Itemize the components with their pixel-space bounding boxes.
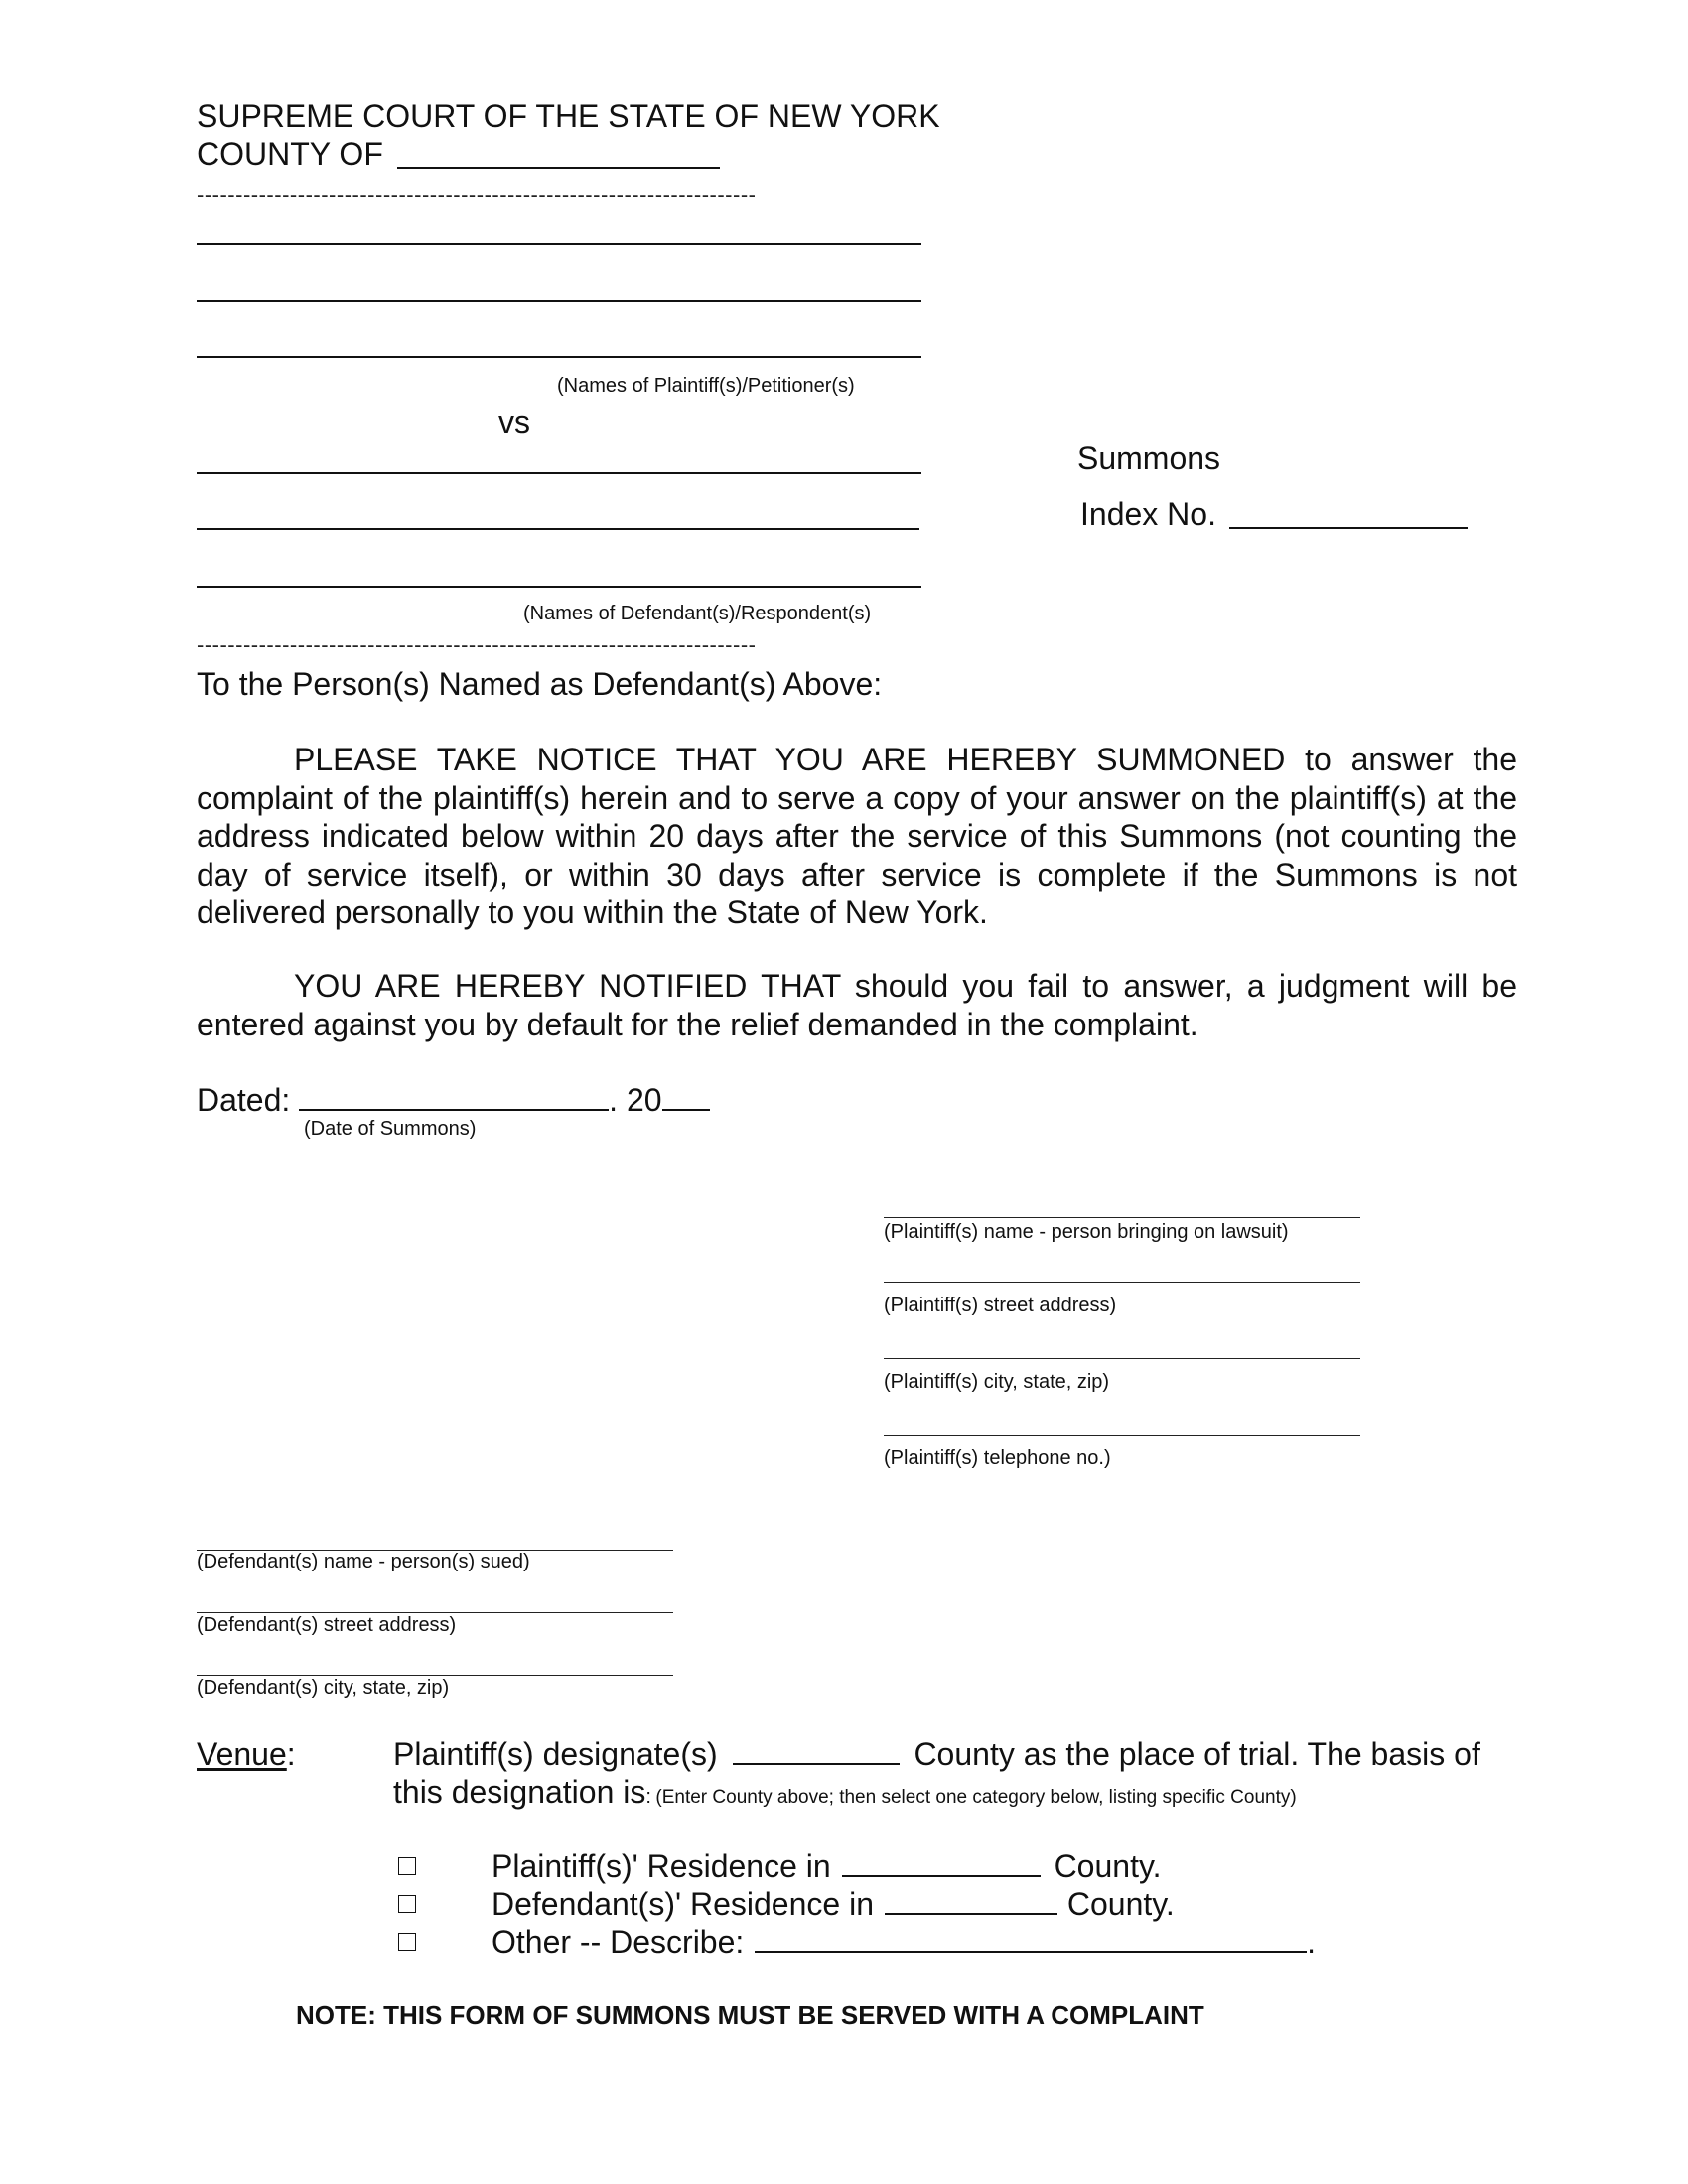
defendant-residence-suffix: County. <box>1066 1886 1175 1922</box>
defendant-residence-checkbox[interactable] <box>398 1895 416 1913</box>
plaintiff-city-line[interactable] <box>884 1358 1360 1359</box>
court-title: SUPREME COURT OF THE STATE OF NEW YORK <box>197 98 940 134</box>
year-prefix: . 20 <box>609 1082 662 1118</box>
summons-title: Summons <box>1077 440 1221 476</box>
plaintiff-name-sign-line[interactable] <box>884 1217 1360 1218</box>
venue-county-field[interactable] <box>733 1737 900 1765</box>
venue-designation-text: this designation is <box>393 1774 646 1810</box>
venue-heading <box>197 1735 296 1773</box>
plaintiff-residence-option <box>492 1847 1161 1885</box>
notice-paragraph-1 <box>197 741 1517 932</box>
index-number-field[interactable] <box>1229 527 1468 529</box>
notice-paragraph-2-text: YOU ARE HEREBY NOTIFIED THAT should you fail to answer, a judgment will be entered against you by default for the relief demanded in the complaint. <box>197 968 1517 1042</box>
venue-label: Venue <box>197 1736 287 1772</box>
other-basis-option <box>492 1923 1316 1961</box>
county-label: COUNTY OF <box>197 136 383 172</box>
plaintiff-residence-checkbox[interactable] <box>398 1857 416 1875</box>
defendants-caption-note: (Names of Defendant(s)/Respondent(s) <box>523 603 872 624</box>
defendant-residence-label: Defendant(s)' Residence in <box>492 1886 874 1922</box>
defendant-name-field-2[interactable] <box>197 528 919 530</box>
defendant-name-field-1[interactable] <box>197 472 921 474</box>
county-field[interactable] <box>397 167 720 169</box>
other-basis-label: Other -- Describe: <box>492 1924 745 1960</box>
other-basis-description-field[interactable] <box>755 1925 1307 1953</box>
notice-paragraph-1-text: PLEASE TAKE NOTICE THAT YOU ARE HEREBY SUMMONED to answer the complaint of the plaintiff(s) herein and to serve a copy of your answer on the plaintiff(s) at the address indicated below within 20 days after the service of this Summons (not counting the day of service itself), or within 30 days after service is complete if the Summons is not delivered personally to you within the State of New York. <box>197 742 1517 930</box>
dated-note: (Date of Summons) <box>304 1118 477 1140</box>
bottom-divider: ------------------------------------------------------------------------ <box>197 633 757 657</box>
plaintiff-name-field-3[interactable] <box>197 356 921 358</box>
year-field[interactable] <box>662 1083 710 1111</box>
dated-row <box>197 1081 710 1119</box>
top-divider: ------------------------------------------------------------------------ <box>197 183 757 206</box>
footer-note: NOTE: THIS FORM OF SUMMONS MUST BE SERVED WITH A COMPLAINT <box>296 2000 1204 2030</box>
defendant-residence-option <box>492 1885 1175 1923</box>
plaintiff-name-field-2[interactable] <box>197 300 921 302</box>
defendant-city-note: (Defendant(s) city, state, zip) <box>197 1677 450 1699</box>
venue-colon: : <box>286 1736 296 1772</box>
plaintiff-phone-line[interactable] <box>884 1435 1360 1436</box>
plaintiffs-caption-note: (Names of Plaintiff(s)/Petitioner(s) <box>557 375 855 397</box>
plaintiff-street-note: (Plaintiff(s) street address) <box>884 1295 1117 1316</box>
plaintiff-street-line[interactable] <box>884 1282 1360 1283</box>
plaintiff-city-note: (Plaintiff(s) city, state, zip) <box>884 1371 1110 1393</box>
venue-designate-text: Plaintiff(s) designate(s) <box>393 1736 718 1772</box>
addressee-line: To the Person(s) Named as Defendant(s) Above: <box>197 666 883 702</box>
other-basis-checkbox[interactable] <box>398 1933 416 1951</box>
versus-label: vs <box>498 404 530 440</box>
other-basis-suffix: . <box>1307 1924 1317 1960</box>
defendant-residence-county-field[interactable] <box>885 1887 1057 1915</box>
plaintiff-residence-suffix: County. <box>1054 1848 1162 1884</box>
plaintiff-phone-note: (Plaintiff(s) telephone no.) <box>884 1447 1111 1469</box>
plaintiff-residence-label: Plaintiff(s)' Residence in <box>492 1848 831 1884</box>
venue-line-1 <box>393 1735 1480 1773</box>
plaintiff-name-note: (Plaintiff(s) name - person bringing on lawsuit) <box>884 1221 1289 1243</box>
venue-instruction: (Enter County above; then select one category below, listing specific County) <box>655 1787 1297 1808</box>
defendant-name-field-3[interactable] <box>197 586 921 588</box>
defendant-name-note: (Defendant(s) name - person(s) sued) <box>197 1551 530 1572</box>
date-field[interactable] <box>299 1083 609 1111</box>
venue-basis-text: County as the place of trial. The basis of <box>914 1736 1480 1772</box>
venue-line-2 <box>393 1773 1297 1811</box>
plaintiff-name-field-1[interactable] <box>197 243 921 245</box>
venue-designation-colon: : <box>645 1786 651 1808</box>
notice-paragraph-2 <box>197 967 1517 1043</box>
dated-label: Dated: <box>197 1082 291 1118</box>
index-number-label: Index No. <box>1080 496 1216 532</box>
plaintiff-residence-county-field[interactable] <box>842 1849 1041 1877</box>
defendant-street-note: (Defendant(s) street address) <box>197 1614 457 1636</box>
